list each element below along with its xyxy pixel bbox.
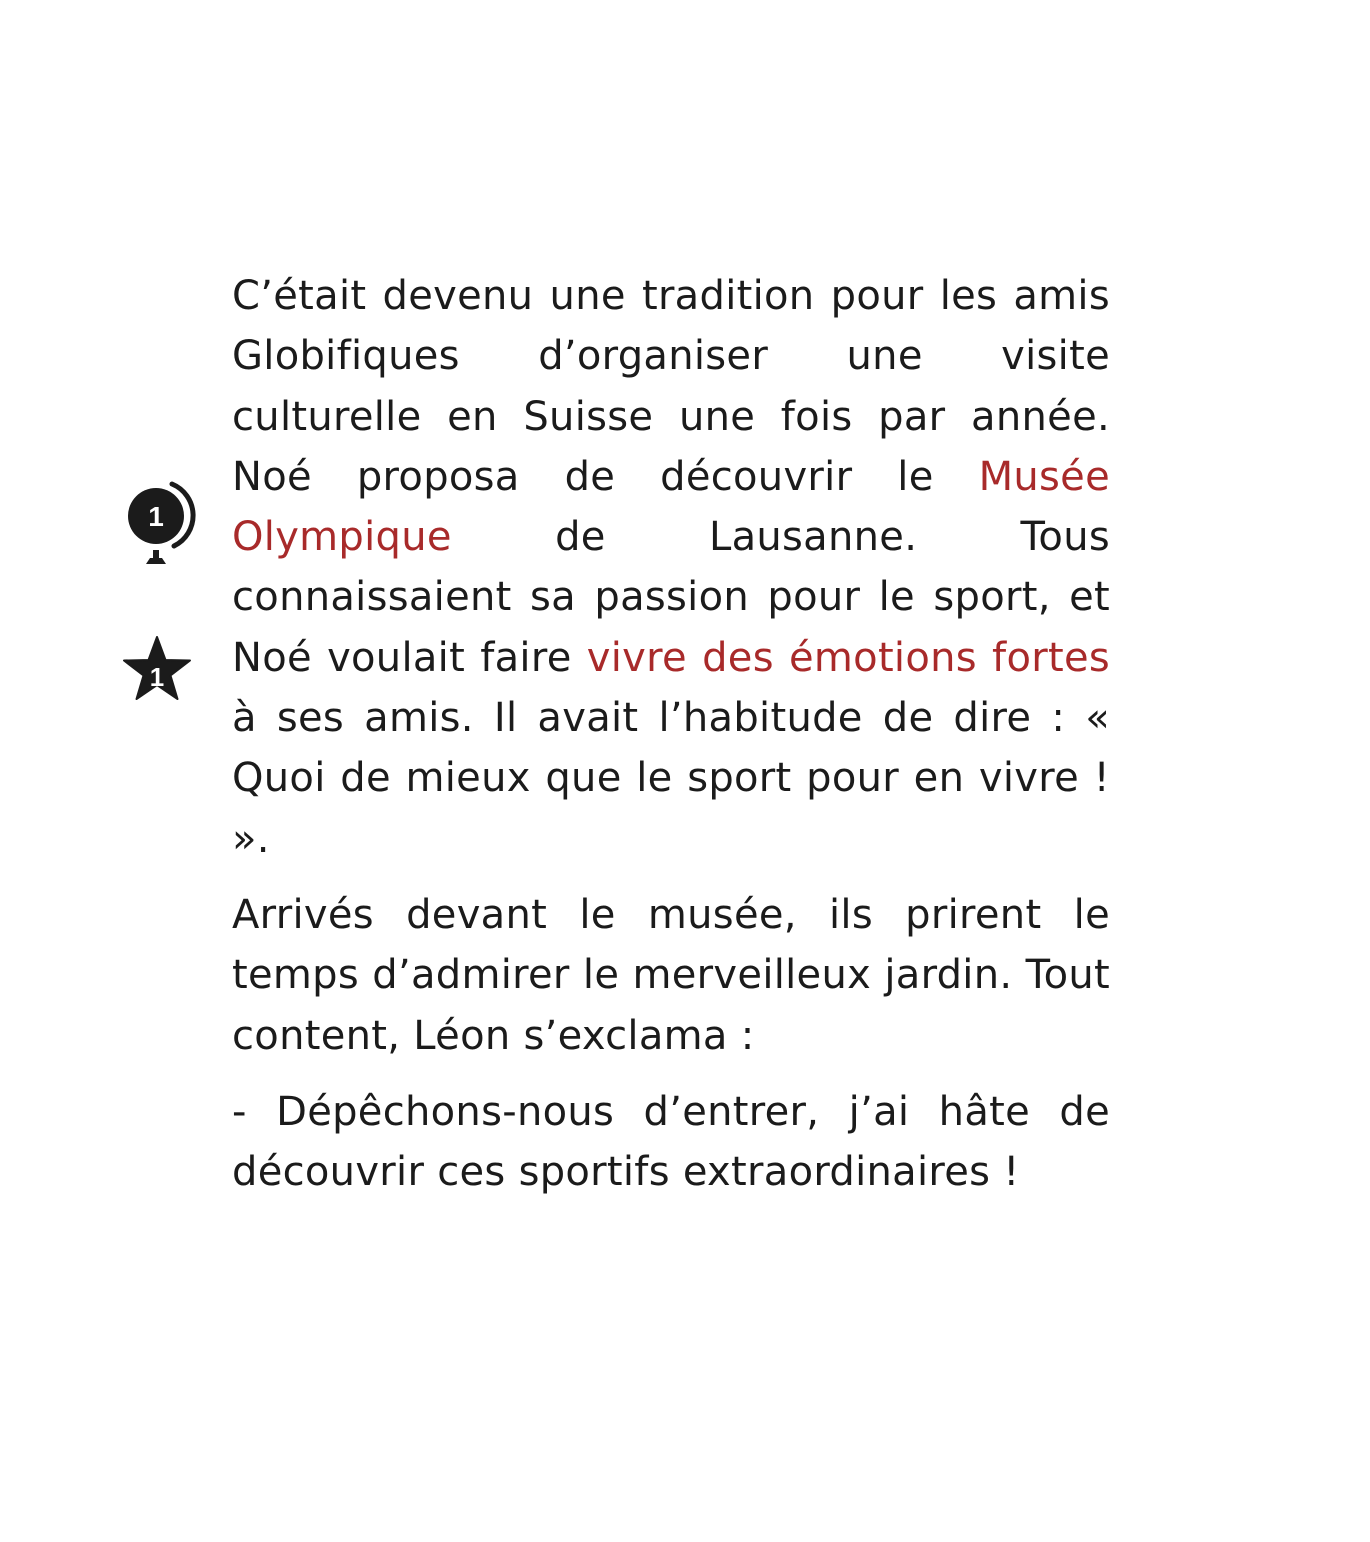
story-text <box>232 266 1110 1202</box>
text-segment: de Lausanne. Tous connaissaient sa passion pour le sport, et Noé voulait faire <box>232 514 1110 681</box>
globe-icon <box>122 480 198 570</box>
globe-number: 1 <box>148 501 164 532</box>
text-segment: à ses amis. Il avait l’habitude de dire : « Quoi de mieux que le sport pour en vivre ! ». <box>232 695 1110 862</box>
text-segment: Arrivés devant le musée, ils prirent le temps d’admirer le merveilleux jardin. Tout content, Léon s’exclama : <box>232 891 1110 1059</box>
text-segment: C’était devenu une tradition pour les amis Globifiques d’organiser une visite culturelle en Suisse une fois par année. Noé proposa de découvrir le <box>232 273 1110 500</box>
paragraph-3 <box>232 1082 1110 1203</box>
paragraph-1 <box>232 266 1110 869</box>
star-number: 1 <box>149 662 165 692</box>
star-icon <box>122 634 192 704</box>
highlight-musee-olympique: Musée Olympique <box>232 453 1110 561</box>
text-segment: - Dépêchons-nous d’entrer, j’ai hâte de découvrir ces sportifs extraordinaires ! <box>232 1088 1110 1196</box>
highlight-emotions-fortes: vivre des émotions fortes <box>586 634 1110 681</box>
paragraph-2 <box>232 885 1110 1066</box>
